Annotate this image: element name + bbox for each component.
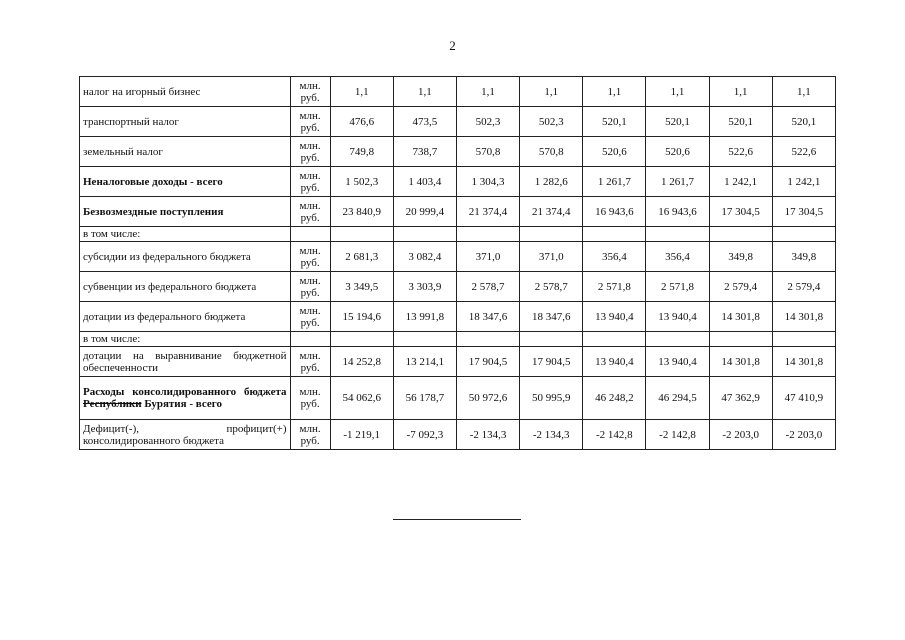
value-cell: 13 940,4 (646, 347, 709, 377)
table-row (80, 420, 836, 450)
value-cell: 520,6 (646, 137, 709, 167)
unit-cell: млн. руб. (290, 197, 330, 227)
value-cell: 1 261,7 (583, 167, 646, 197)
value-cell: 13 991,8 (393, 302, 456, 332)
table-row (80, 347, 836, 377)
row-label-part: Расходы консолидированного бюджета (83, 386, 287, 398)
value-cell: 2 571,8 (646, 272, 709, 302)
value-cell: 2 578,7 (520, 272, 583, 302)
value-cell: 749,8 (330, 137, 393, 167)
row-label-part: Бурятия - всего (144, 398, 222, 410)
value-cell (709, 332, 772, 347)
struck-word: Республики (83, 398, 142, 410)
value-cell: 16 943,6 (583, 197, 646, 227)
value-cell: 47 362,9 (709, 377, 772, 420)
row-label: в том числе: (80, 332, 291, 347)
unit-cell: млн. руб. (290, 302, 330, 332)
value-cell: 17 904,5 (520, 347, 583, 377)
value-cell: 17 304,5 (709, 197, 772, 227)
value-cell: 1,1 (646, 77, 709, 107)
value-cell: 520,1 (709, 107, 772, 137)
value-cell: 46 294,5 (646, 377, 709, 420)
page-number: 2 (449, 38, 456, 53)
value-cell (646, 332, 709, 347)
value-cell: 20 999,4 (393, 197, 456, 227)
table-row (80, 137, 836, 167)
value-cell: -2 203,0 (772, 420, 835, 450)
value-cell: 18 347,6 (520, 302, 583, 332)
value-cell: 1,1 (393, 77, 456, 107)
value-cell (646, 227, 709, 242)
value-cell: 1 261,7 (646, 167, 709, 197)
value-cell: 3 303,9 (393, 272, 456, 302)
value-cell (583, 332, 646, 347)
row-label: дотации из федерального бюджета (80, 302, 291, 332)
value-cell: 21 374,4 (456, 197, 519, 227)
row-label: субвенции из федерального бюджета (80, 272, 291, 302)
row-label: в том числе: (80, 227, 291, 242)
value-cell: -1 219,1 (330, 420, 393, 450)
value-cell: 50 995,9 (520, 377, 583, 420)
value-cell: 21 374,4 (520, 197, 583, 227)
value-cell: 1,1 (709, 77, 772, 107)
table-row (80, 167, 836, 197)
value-cell: 3 082,4 (393, 242, 456, 272)
table-row (80, 227, 836, 242)
row-label: дотации на выравнивание бюджетной обеспеченности (80, 347, 291, 377)
value-cell: 1 403,4 (393, 167, 456, 197)
row-label: Безвозмездные поступления (80, 197, 291, 227)
value-cell: 1 242,1 (709, 167, 772, 197)
value-cell: 2 578,7 (456, 272, 519, 302)
value-cell: 520,1 (646, 107, 709, 137)
value-cell: 476,6 (330, 107, 393, 137)
row-label: транспортный налог (80, 107, 291, 137)
value-cell: 15 194,6 (330, 302, 393, 332)
value-cell: 14 252,8 (330, 347, 393, 377)
row-label: субсидии из федерального бюджета (80, 242, 291, 272)
value-cell (330, 227, 393, 242)
value-cell: 47 410,9 (772, 377, 835, 420)
value-cell: 1,1 (583, 77, 646, 107)
unit-cell: млн. руб. (290, 137, 330, 167)
value-cell: 1,1 (456, 77, 519, 107)
unit-cell: млн. руб. (290, 167, 330, 197)
value-cell: 46 248,2 (583, 377, 646, 420)
value-cell: 13 214,1 (393, 347, 456, 377)
value-cell: 13 940,4 (583, 302, 646, 332)
value-cell: 522,6 (709, 137, 772, 167)
unit-cell: млн. руб. (290, 107, 330, 137)
unit-cell: млн. руб. (290, 272, 330, 302)
table-row (80, 242, 836, 272)
value-cell (520, 332, 583, 347)
value-cell: 502,3 (456, 107, 519, 137)
value-cell (709, 227, 772, 242)
unit-cell: млн. руб. (290, 347, 330, 377)
table-row (80, 332, 836, 347)
value-cell: -2 134,3 (456, 420, 519, 450)
row-label (80, 377, 291, 420)
value-cell: -7 092,3 (393, 420, 456, 450)
value-cell (456, 227, 519, 242)
value-cell (772, 227, 835, 242)
value-cell: 14 301,8 (709, 347, 772, 377)
value-cell: 356,4 (646, 242, 709, 272)
value-cell: 13 940,4 (583, 347, 646, 377)
value-cell: 17 904,5 (456, 347, 519, 377)
value-cell (772, 332, 835, 347)
value-cell: 522,6 (772, 137, 835, 167)
table-row (80, 77, 836, 107)
unit-cell: млн. руб. (290, 77, 330, 107)
row-label: земельный налог (80, 137, 291, 167)
budget-table (79, 76, 836, 450)
value-cell: 2 579,4 (772, 272, 835, 302)
value-cell (520, 227, 583, 242)
value-cell: 1,1 (520, 77, 583, 107)
value-cell: 14 301,8 (709, 302, 772, 332)
value-cell (393, 227, 456, 242)
footer-divider (393, 519, 521, 520)
value-cell: 50 972,6 (456, 377, 519, 420)
value-cell: 570,8 (456, 137, 519, 167)
value-cell: 371,0 (456, 242, 519, 272)
unit-cell (290, 227, 330, 242)
value-cell: 473,5 (393, 107, 456, 137)
value-cell: 349,8 (772, 242, 835, 272)
value-cell: -2 134,3 (520, 420, 583, 450)
value-cell: 2 571,8 (583, 272, 646, 302)
unit-cell (290, 332, 330, 347)
row-label: Неналоговые доходы - всего (80, 167, 291, 197)
value-cell: -2 142,8 (583, 420, 646, 450)
unit-cell: млн. руб. (290, 420, 330, 450)
value-cell: 738,7 (393, 137, 456, 167)
table-row (80, 302, 836, 332)
table-row (80, 272, 836, 302)
unit-cell: млн. руб. (290, 242, 330, 272)
value-cell: 356,4 (583, 242, 646, 272)
value-cell: 520,1 (772, 107, 835, 137)
value-cell (330, 332, 393, 347)
value-cell: 18 347,6 (456, 302, 519, 332)
value-cell: 520,1 (583, 107, 646, 137)
unit-cell: млн. руб. (290, 377, 330, 420)
table-row (80, 107, 836, 137)
table-row (80, 197, 836, 227)
value-cell: 371,0 (520, 242, 583, 272)
value-cell: 56 178,7 (393, 377, 456, 420)
value-cell: 520,6 (583, 137, 646, 167)
value-cell: 1 282,6 (520, 167, 583, 197)
value-cell: 1 304,3 (456, 167, 519, 197)
value-cell: -2 203,0 (709, 420, 772, 450)
value-cell: 1 242,1 (772, 167, 835, 197)
value-cell: -2 142,8 (646, 420, 709, 450)
table-row (80, 377, 836, 420)
value-cell: 570,8 (520, 137, 583, 167)
value-cell: 2 681,3 (330, 242, 393, 272)
value-cell: 13 940,4 (646, 302, 709, 332)
value-cell: 14 301,8 (772, 302, 835, 332)
value-cell: 1,1 (330, 77, 393, 107)
value-cell: 3 349,5 (330, 272, 393, 302)
value-cell: 17 304,5 (772, 197, 835, 227)
row-label: Дефицит(-), профицит(+) консолидированного бюджета (80, 420, 291, 450)
value-cell (583, 227, 646, 242)
value-cell (393, 332, 456, 347)
value-cell: 502,3 (520, 107, 583, 137)
value-cell (456, 332, 519, 347)
value-cell: 16 943,6 (646, 197, 709, 227)
value-cell: 23 840,9 (330, 197, 393, 227)
value-cell: 54 062,6 (330, 377, 393, 420)
value-cell: 1,1 (772, 77, 835, 107)
value-cell: 14 301,8 (772, 347, 835, 377)
value-cell: 1 502,3 (330, 167, 393, 197)
value-cell: 349,8 (709, 242, 772, 272)
row-label: налог на игорный бизнес (80, 77, 291, 107)
value-cell: 2 579,4 (709, 272, 772, 302)
